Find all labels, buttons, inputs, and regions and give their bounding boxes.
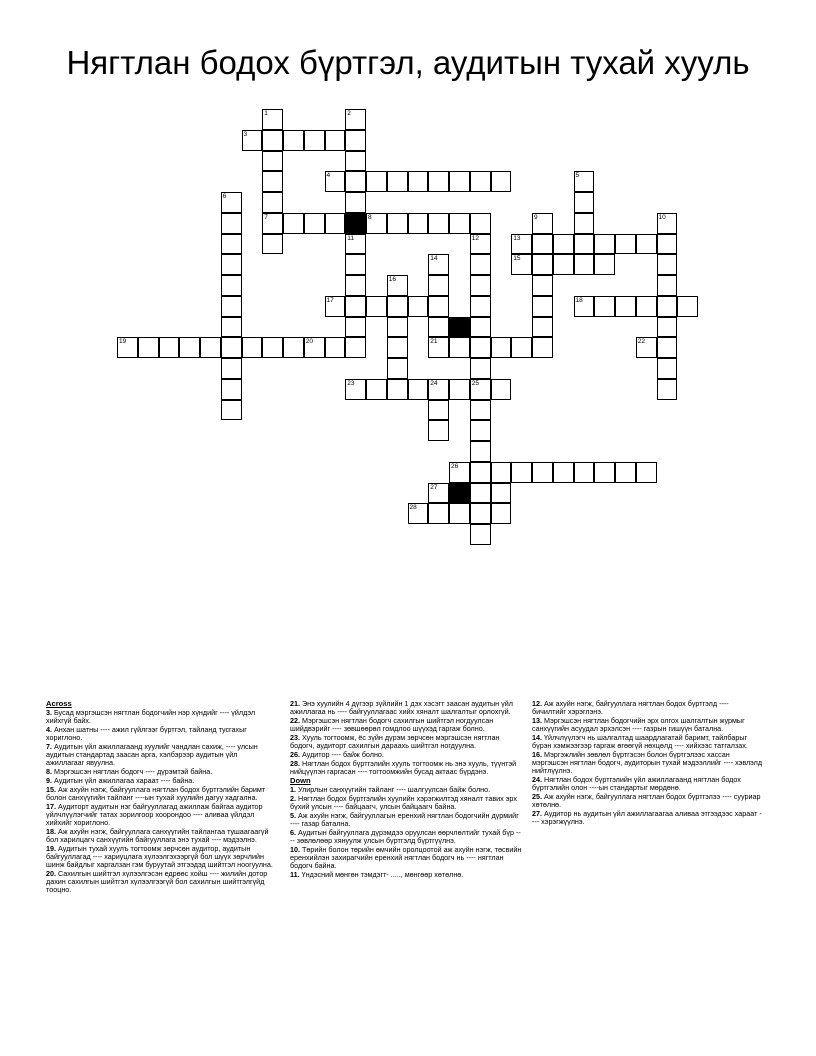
clue-item-text: Аудитын үйл ажиллагаа хараат ---- байна. (52, 776, 195, 786)
clue-item-number: 10. (290, 845, 300, 855)
grid-cell[interactable] (470, 400, 491, 421)
clue-item-number: 13. (532, 716, 542, 725)
clue-number: 19 (119, 338, 127, 346)
grid-cell[interactable] (387, 296, 408, 317)
grid-cell[interactable] (262, 337, 283, 358)
clue-item-number: 9. (46, 776, 52, 786)
clue-item (532, 776, 764, 792)
clue-item (290, 786, 522, 794)
grid-cell[interactable] (179, 337, 200, 358)
grid-cell[interactable] (511, 254, 532, 275)
grid-cell[interactable] (470, 213, 491, 234)
clue-item (532, 734, 764, 750)
clue-item (290, 846, 522, 870)
grid-cell[interactable] (221, 379, 242, 400)
clue-item-text: Аудитор ---- байж болно. (300, 750, 384, 759)
grid-cell[interactable] (428, 420, 449, 441)
grid-cell[interactable] (387, 171, 408, 192)
grid-cell[interactable] (221, 317, 242, 338)
clue-item-number: 23. (290, 733, 300, 742)
grid-cell[interactable] (428, 275, 449, 296)
clue-item-number: 15. (46, 785, 56, 795)
grid-cell[interactable] (345, 317, 366, 338)
grid-cell[interactable] (366, 296, 387, 317)
grid-cell[interactable] (594, 254, 615, 275)
across-clues (46, 700, 274, 895)
grid-cell[interactable] (553, 254, 574, 275)
grid-cell[interactable] (117, 337, 138, 358)
clue-item-text: Үндэсний мөнгөн тэмдэгт- ....., мөнгөөр хөтөлнө. (299, 870, 464, 880)
clue-item-number: 7. (46, 742, 52, 752)
clue-item-text: Мэргэшсэн нягтлан бодогч ---- дүрэмтэй байна. (52, 767, 213, 776)
clue-item (290, 717, 522, 733)
clue-item-number: 3. (46, 708, 52, 718)
clue-item (46, 777, 274, 785)
clue-item-number: 19. (46, 844, 56, 854)
clue-number: 26 (451, 462, 459, 470)
grid-cell[interactable] (657, 317, 678, 338)
clue-number: 11 (347, 234, 354, 242)
grid-cell[interactable] (408, 379, 429, 400)
down-clue-list (290, 786, 522, 879)
clue-item (290, 829, 522, 845)
grid-cell[interactable] (428, 213, 449, 234)
grid-cell[interactable] (574, 234, 595, 255)
clue-number: 7 (264, 213, 268, 221)
grid-cell[interactable] (345, 130, 366, 151)
clue-item-text: Энэ хуулийн 4 дүгээр зүйлийн 1 дэх хэсэгт заасан аудитын үйл ажиллагаа нь ---- байгууллагаас хийх хяналт шалгалтыг орлохгүй. (290, 699, 513, 716)
grid-cell[interactable] (636, 462, 657, 483)
grid-cell[interactable] (242, 337, 263, 358)
grid-cell[interactable] (221, 337, 242, 358)
grid-cell[interactable] (325, 296, 346, 317)
grid-cell[interactable] (325, 337, 346, 358)
grid-cell[interactable] (449, 213, 470, 234)
clue-item (532, 793, 764, 809)
grid-cell[interactable] (221, 254, 242, 275)
clue-number: 12 (471, 234, 479, 242)
clue-item-text: Аж ахуйн нэгж, байгууллага санхүүгийн тайлангаа тушаагаагүй бол харилцагч санхүүгийн байгууллага энэ тухай ---- мэдээлнэ. (46, 827, 269, 844)
grid-cell[interactable] (345, 234, 366, 255)
clue-item (46, 743, 274, 767)
grid-cell[interactable] (615, 234, 636, 255)
grid-cell[interactable] (345, 275, 366, 296)
clue-item (46, 845, 274, 869)
grid-cell[interactable] (636, 234, 657, 255)
clue-item-text: Сахилгын шийтгэл хүлээлгэсэн едрөөс хойш ---- жилийн дотор дахин сахилгын шийтгэл хүлээлгээгүй бол сахилгын шийтгэлгүйд тооцно. (46, 869, 268, 894)
grid-cell[interactable] (428, 296, 449, 317)
grid-cell[interactable] (449, 337, 470, 358)
grid-cell[interactable] (200, 337, 221, 358)
grid-cell[interactable] (657, 296, 678, 317)
grid-cell[interactable] (470, 441, 491, 462)
clue-item (290, 871, 522, 879)
grid-cell[interactable] (345, 337, 366, 358)
clue-item (46, 828, 274, 844)
clue-item-text: Аж ахуйн нэгж, байгууллага нягтлан бодох бүртгэлд ---- бичилтийг хэрэглэнэ. (532, 699, 729, 716)
clue-item-number: 6. (290, 828, 296, 838)
clue-number: 13 (513, 234, 521, 242)
clue-item (46, 786, 274, 802)
grid-cell[interactable] (532, 462, 553, 483)
grid-cell[interactable] (408, 171, 429, 192)
grid-cell[interactable] (470, 337, 491, 358)
grid-cell[interactable] (532, 275, 553, 296)
grid-cell[interactable] (657, 358, 678, 379)
grid-cell[interactable] (491, 171, 512, 192)
grid-cell[interactable] (387, 358, 408, 379)
grid-cell[interactable] (366, 171, 387, 192)
grid-cell[interactable] (532, 296, 553, 317)
clue-item (46, 709, 274, 725)
grid-block (449, 483, 470, 504)
grid-cell[interactable] (470, 234, 491, 255)
grid-cell[interactable] (657, 213, 678, 234)
grid-cell[interactable] (657, 254, 678, 275)
clue-item-number: 1. (290, 785, 296, 795)
clue-item-text: Аудитын тухай хуулъ тогтоомж зөрчсөн аудитор, аудитын байгууллагад ---- хариуцлага хүлээлгэхээргүй бол шүүх зөрчлийн шинж байдлыг харгалзан гэм буруутай этгээдэд шийтгэл ноогуулна. (46, 844, 273, 869)
clue-item (46, 726, 274, 742)
grid-cell[interactable] (574, 213, 595, 234)
across-heading: Across (46, 699, 72, 708)
clue-number: 2 (347, 110, 351, 117)
clue-item-text: Аудитын үйл ажиллагаанд хуулийг чандлан сахиж, ---- улсын аудитын стандартад заасан арга, хэлбэрээр аудитын үйл ажиллагааг явуулна. (46, 742, 258, 767)
clue-item (290, 751, 522, 759)
grid-cell[interactable] (325, 130, 346, 151)
grid-cell[interactable] (428, 171, 449, 192)
clue-item-text: Мэргэшсэн нягтлан бодогч сахилгын шийтгэл ногдуулсан шийдвэрийг ---- зөвшөөрөл гомдлоо шүүхэд гаргаж болно. (290, 716, 494, 733)
grid-cell[interactable] (657, 337, 678, 358)
clue-item-text: Нягтлан бодох бүртгэлийн үйл ажиллагаанд нягтлан бодох бүртгэлийн олон ----ын стандартыг мөрдөнө. (532, 774, 741, 792)
grid-cell[interactable] (636, 296, 657, 317)
grid-cell[interactable] (221, 400, 242, 421)
grid-cell[interactable] (511, 462, 532, 483)
clue-item-text: Аж ахуйн нэгж, байгууллагын еренхий нягтлан бодогчийн дүрмийг ---- газар батална. (290, 811, 519, 829)
grid-cell[interactable] (345, 171, 366, 192)
clue-number: 24 (430, 379, 438, 387)
puzzle-title: Нягтлан бодох бүртгэл, аудитын тухай хууль (66, 44, 750, 81)
clue-number: 6 (222, 193, 227, 200)
clue-number: 15 (513, 255, 521, 263)
grid-cell[interactable] (532, 317, 553, 338)
grid-cell[interactable] (594, 296, 615, 317)
grid-cell[interactable] (366, 213, 387, 234)
clue-item (532, 751, 764, 775)
clue-number: 1 (264, 110, 268, 117)
clue-number: 14 (430, 255, 438, 263)
clue-item-text: Бусад мэргэшсэн нягтлан бодогчийн нэр хүндийг ---- үйлдэл хийхгүй байх. (46, 708, 256, 725)
clue-item (290, 700, 522, 716)
clue-number: 10 (658, 213, 666, 221)
clue-item-number: 20. (46, 869, 56, 878)
grid-cell[interactable] (262, 213, 283, 234)
across-clue-list-continued (290, 700, 522, 776)
grid-cell[interactable] (532, 337, 553, 358)
grid-block (449, 317, 470, 338)
clue-item (290, 734, 522, 750)
clue-item-number: 4. (46, 725, 52, 735)
grid-cell[interactable] (428, 483, 449, 504)
clue-number: 18 (575, 296, 583, 304)
clue-number: 3 (243, 130, 248, 138)
clue-item-text: Аудитор нь аудитын үйл ажиллагаагаа аливаа этгээдээс хараат ---- хэрэгжүүлнэ. (532, 808, 762, 826)
clue-item-text: Төрийн болон төрийн өмчийн оролцоотой аж ахуйн нэгж, төсвийн еренхийлэн захирагчийн еренхий нягтлан бодогч нь ---- нягтлан бодогч байна. (290, 845, 522, 871)
grid-cell[interactable] (262, 171, 283, 192)
grid-cell[interactable] (138, 337, 159, 358)
clue-item (290, 795, 522, 811)
clue-number: 4 (326, 172, 331, 180)
clue-number: 27 (430, 483, 438, 491)
clue-number: 9 (534, 213, 538, 221)
grid-cell[interactable] (491, 379, 512, 400)
grid-cell[interactable] (428, 400, 449, 421)
grid-cell[interactable] (491, 462, 512, 483)
grid-cell[interactable] (345, 379, 366, 400)
clue-item-text: Аудитын байгууллага дүрэмдээ оруулсан өөрчлөлтийг тухай бүр ---- зөвлөлөөр хянуулж улсын бүртгэлд бүртгүүлнэ. (290, 828, 521, 846)
grid-cell[interactable] (470, 420, 491, 441)
grid-cell[interactable] (491, 503, 512, 524)
grid-cell[interactable] (387, 275, 408, 296)
grid-cell[interactable] (345, 109, 366, 130)
clue-number: 17 (326, 296, 334, 304)
clue-item-number: 12. (532, 699, 542, 708)
clue-item-number: 18. (46, 827, 56, 837)
grid-cell[interactable] (532, 213, 553, 234)
grid-cell[interactable] (470, 254, 491, 275)
grid-cell[interactable] (449, 462, 470, 483)
grid-cell[interactable] (636, 337, 657, 358)
clue-number: 21 (430, 338, 438, 346)
clue-item (532, 700, 764, 716)
grid-cell[interactable] (408, 213, 429, 234)
down-clue-list-continued (532, 700, 764, 826)
grid-cell[interactable] (262, 192, 283, 213)
grid-cell[interactable] (262, 151, 283, 172)
grid-cell[interactable] (262, 234, 283, 255)
middle-clues (290, 700, 522, 880)
grid-cell[interactable] (470, 483, 491, 504)
clue-item (46, 870, 274, 894)
grid-cell[interactable] (470, 379, 491, 400)
grid-cell[interactable] (657, 275, 678, 296)
grid-cell[interactable] (470, 275, 491, 296)
grid-cell[interactable] (428, 503, 449, 524)
grid-block (345, 213, 366, 234)
grid-cell[interactable] (491, 337, 512, 358)
grid-cell[interactable] (428, 337, 449, 358)
grid-cell[interactable] (283, 337, 304, 358)
grid-cell[interactable] (221, 275, 242, 296)
grid-cell[interactable] (345, 151, 366, 172)
grid-cell[interactable] (221, 296, 242, 317)
grid-cell[interactable] (325, 213, 346, 234)
down-heading: Down (290, 776, 311, 786)
clue-item (46, 768, 274, 776)
clue-item-number: 27. (532, 808, 542, 818)
clue-item-number: 2. (290, 794, 296, 804)
clue-item-text: Аудиторт аудитын нэг байгууллагад ажиллаж байгаа аудитор үйлчлүүлэгчийг татах зорилгоор хоорондоо ---- аливаа үйлдэл хийхийг хориглоно. (46, 802, 263, 827)
grid-cell[interactable] (428, 379, 449, 400)
grid-cell[interactable] (574, 192, 595, 213)
grid-cell[interactable] (553, 234, 574, 255)
grid-cell[interactable] (657, 379, 678, 400)
grid-cell[interactable] (221, 234, 242, 255)
grid-cell[interactable] (491, 483, 512, 504)
grid-cell[interactable] (387, 317, 408, 338)
grid-cell[interactable] (574, 171, 595, 192)
clue-item-number: 17. (46, 802, 56, 812)
grid-cell[interactable] (283, 130, 304, 151)
grid-cell[interactable] (283, 213, 304, 234)
grid-cell[interactable] (470, 296, 491, 317)
grid-cell[interactable] (221, 358, 242, 379)
grid-cell[interactable] (553, 462, 574, 483)
clue-item-text: Мэргэшсэн нягтлан бодогчийн эрх олгох шалгалтын журмыг санхүүгийн асуудал эрхэлсэн ---- газрын гишүүн батална. (532, 716, 745, 733)
clue-number: 22 (637, 338, 645, 346)
grid-cell[interactable] (677, 296, 698, 317)
grid-cell[interactable] (615, 296, 636, 317)
clue-number: 8 (368, 213, 372, 221)
grid-cell[interactable] (387, 337, 408, 358)
clue-item-text: Аж ахуйн нэгж, байгууллага нягтлан бодох бүртгэлээ ---- сууриар хөтөлнө. (532, 791, 761, 809)
grid-cell[interactable] (532, 234, 553, 255)
grid-cell[interactable] (470, 317, 491, 338)
grid-cell[interactable] (262, 109, 283, 130)
grid-cell[interactable] (574, 254, 595, 275)
grid-cell[interactable] (470, 462, 491, 483)
clue-item-text: Улирлын санхүүгийн тайланг ---- шалгуулсан байж болно. (296, 785, 491, 795)
clue-item-number: 28. (290, 759, 300, 769)
clue-item-text: Анхан шатны ---- ажил гүйлгээг бүртгэл, тайланд тусгахыг хориглоно. (46, 725, 247, 742)
clue-number: 20 (305, 338, 313, 346)
clue-item (290, 760, 522, 776)
clue-item-number: 22. (290, 716, 300, 725)
grid-cell[interactable] (221, 192, 242, 213)
grid-cell[interactable] (470, 524, 491, 545)
grid-cell[interactable] (408, 296, 429, 317)
clue-item-number: 14. (532, 733, 542, 742)
grid-cell[interactable] (594, 234, 615, 255)
grid-cell[interactable] (470, 358, 491, 379)
clue-number: 5 (575, 172, 580, 180)
grid-cell[interactable] (532, 254, 553, 275)
clue-item-number: 26. (290, 750, 300, 759)
grid-cell[interactable] (304, 130, 325, 151)
grid-cell[interactable] (387, 213, 408, 234)
grid-cell[interactable] (511, 337, 532, 358)
grid-cell[interactable] (511, 234, 532, 255)
grid-cell[interactable] (304, 337, 325, 358)
clue-item-text: Нягтлан бодох бүртгэлийн хууль тогтоомж нь энэ хууль, түүнтэй нийцүүлэн гаргасан ---- тогтоомжийн бусад актаас бүрдэнэ. (290, 759, 517, 776)
grid-cell[interactable] (345, 192, 366, 213)
clue-item-text: Хууль тогтоомж, ёс зүйн дүрэм зөрчсөн мэргэшсэн нягтлан бодогч, аудиторт сахилгын дараахь шийтгэл ногдуулна. (290, 733, 500, 750)
clue-number: 28 (409, 504, 417, 512)
clue-item-number: 11. (290, 870, 300, 880)
clue-item-number: 5. (290, 811, 296, 821)
grid-cell[interactable] (615, 462, 636, 483)
grid-cell[interactable] (594, 462, 615, 483)
grid-cell[interactable] (449, 171, 470, 192)
clue-number: 16 (388, 276, 396, 283)
clue-item (46, 803, 274, 827)
grid-cell[interactable] (345, 296, 366, 317)
clue-item (532, 810, 764, 826)
grid-cell[interactable] (325, 171, 346, 192)
grid-cell[interactable] (428, 254, 449, 275)
clue-item (532, 717, 764, 733)
grid-cell[interactable] (657, 234, 678, 255)
clue-item (290, 812, 522, 828)
grid-cell[interactable] (242, 130, 263, 151)
clue-item-number: 8. (46, 767, 52, 776)
clue-item-number: 21. (290, 699, 300, 708)
right-clues (532, 700, 764, 827)
grid-cell[interactable] (345, 254, 366, 275)
grid-cell[interactable] (221, 213, 242, 234)
clue-item-text: Мэргэжлийн зөвлөл бүртгэсэн болон бүртгэлээс хассан мэргэшсэн нягтлан бодогч, аудиторын тухай мэдээллийг ---- хэвлэлд нийтлүүлнэ. (532, 750, 763, 775)
grid-cell[interactable] (408, 503, 429, 524)
grid-cell[interactable] (574, 462, 595, 483)
across-clue-list (46, 709, 274, 894)
clue-number: 23 (347, 379, 355, 387)
grid-cell[interactable] (262, 130, 283, 151)
clue-item-text: Аж ахуйн нэгж, байгууллага нягтлан бодох бүртгэлийн баримт болон санхүүгийн тайланг ----ын тухай хуулийн дагуу хадгална. (46, 785, 266, 803)
grid-cell[interactable] (574, 296, 595, 317)
grid-cell[interactable] (304, 213, 325, 234)
clue-number: 25 (471, 379, 479, 387)
grid-cell[interactable] (387, 379, 408, 400)
grid-cell[interactable] (470, 171, 491, 192)
grid-cell[interactable] (449, 379, 470, 400)
grid-cell[interactable] (159, 337, 180, 358)
clue-item-number: 24. (532, 774, 542, 784)
clue-item-number: 25. (532, 791, 542, 801)
grid-cell[interactable] (428, 317, 449, 338)
clue-item-text: Нягтлан бодох бүртгэлийн хуулийн хэрэгжилтэд хяналт тавих эрх бүхий улсын ---- байцаагч, улсын байцаагч байна. (290, 794, 517, 812)
grid-cell[interactable] (470, 503, 491, 524)
clue-item-text: Үйлчлүүлэгч нь шалгалтад шаардлагатай баримт, тайлбарыг бүрэн хэмжээгээр гаргаж өгөөгүй нөхцөлд ---- хийхээс татгалзах. (532, 733, 748, 750)
grid-cell[interactable] (449, 503, 470, 524)
clue-item-number: 16. (532, 750, 542, 759)
grid-cell[interactable] (366, 379, 387, 400)
